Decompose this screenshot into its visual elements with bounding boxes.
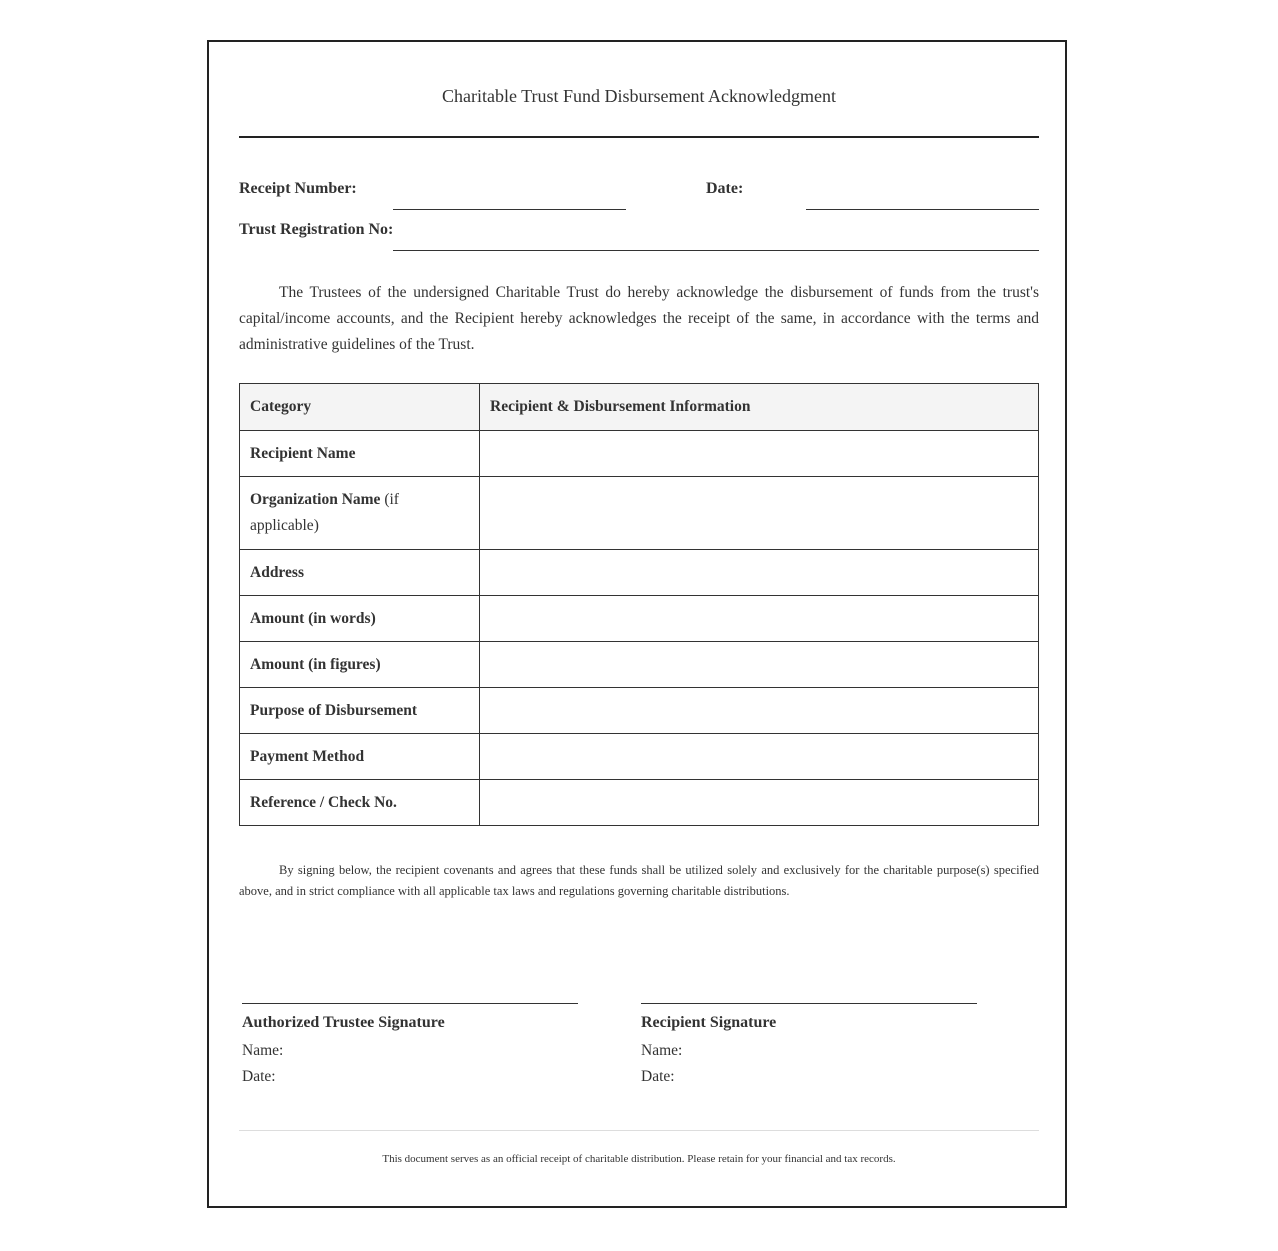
- acknowledgment-paragraph: The Trustees of the undersigned Charitable Trust do hereby acknowledge the disbursement of funds from the trust's capital/income accounts, and the Recipient hereby acknowledges the receipt of the same, in accordance with the terms and administrative guidelines of the Trust.: [239, 284, 1039, 353]
- organization-name-cell[interactable]: [480, 477, 1039, 550]
- table-row-payment-method: [240, 734, 1039, 780]
- trustee-signature-title: Authorized Trustee Signature: [242, 1014, 445, 1031]
- reference-cell[interactable]: [480, 780, 1039, 826]
- purpose-cell[interactable]: [480, 688, 1039, 734]
- trust-registration-label: Trust Registration No:: [239, 221, 394, 238]
- recipient-signature-title: Recipient Signature: [641, 1014, 777, 1031]
- trust-registration-field[interactable]: [393, 250, 1039, 251]
- row-label: Purpose of Disbursement: [240, 688, 480, 734]
- category-header: Category: [240, 384, 480, 431]
- receipt-number-label: Receipt Number:: [239, 180, 357, 197]
- trustee-date-label: Date:: [242, 1068, 276, 1085]
- table-row-amount-figures: [240, 642, 1039, 688]
- table-row-recipient-name: [240, 431, 1039, 477]
- receipt-number-field[interactable]: [393, 209, 626, 210]
- document-title: Charitable Trust Fund Disbursement Acknowledgment: [442, 86, 836, 106]
- row-label: Recipient Name: [240, 431, 480, 477]
- information-header: Recipient & Disbursement Information: [480, 384, 1039, 431]
- row-label: Payment Method: [240, 734, 480, 780]
- footer-note: This document serves as an official receipt of charitable distribution. Please retain for your financial and tax records.: [382, 1153, 896, 1165]
- row-label: Amount (in words): [240, 596, 480, 642]
- document-content: [239, 42, 1039, 1206]
- recipient-signature-block: [641, 1003, 977, 1090]
- recipient-name-label: Name:: [641, 1042, 683, 1059]
- table-row-purpose: [240, 688, 1039, 734]
- disbursement-table: [239, 383, 1039, 826]
- row-label: Amount (in figures): [240, 642, 480, 688]
- row-label: Organization Name: [250, 491, 381, 508]
- covenant-paragraph: By signing below, the recipient covenants and agrees that these funds shall be utilized solely and exclusively for the charitable purpose(s) specified above, and in strict compliance with all applicable tax laws and regulations governing charitable distributions.: [239, 863, 1039, 898]
- date-field[interactable]: [806, 209, 1039, 210]
- table-row-organization-name: [240, 477, 1039, 550]
- row-label: Address: [240, 550, 480, 596]
- row-label: Reference / Check No.: [240, 780, 480, 826]
- date-label: Date:: [706, 180, 744, 197]
- table-row-reference: [240, 780, 1039, 826]
- trustee-signature-block: [242, 1003, 578, 1090]
- title-divider: [239, 136, 1039, 138]
- table-row-address: [240, 550, 1039, 596]
- row-label-organization: [240, 477, 480, 550]
- table-header-row: [240, 384, 1039, 431]
- trustee-signature-line[interactable]: [242, 1003, 578, 1004]
- recipient-date-label: Date:: [641, 1068, 675, 1085]
- document-page: [207, 40, 1067, 1208]
- footer-divider: [239, 1130, 1039, 1131]
- recipient-name-cell[interactable]: [480, 431, 1039, 477]
- address-cell[interactable]: [480, 550, 1039, 596]
- table-row-amount-words: [240, 596, 1039, 642]
- amount-words-cell[interactable]: [480, 596, 1039, 642]
- trustee-name-label: Name:: [242, 1042, 284, 1059]
- amount-figures-cell[interactable]: [480, 642, 1039, 688]
- recipient-signature-line[interactable]: [641, 1003, 977, 1004]
- row-label-note: (if applicable): [250, 491, 399, 534]
- payment-method-cell[interactable]: [480, 734, 1039, 780]
